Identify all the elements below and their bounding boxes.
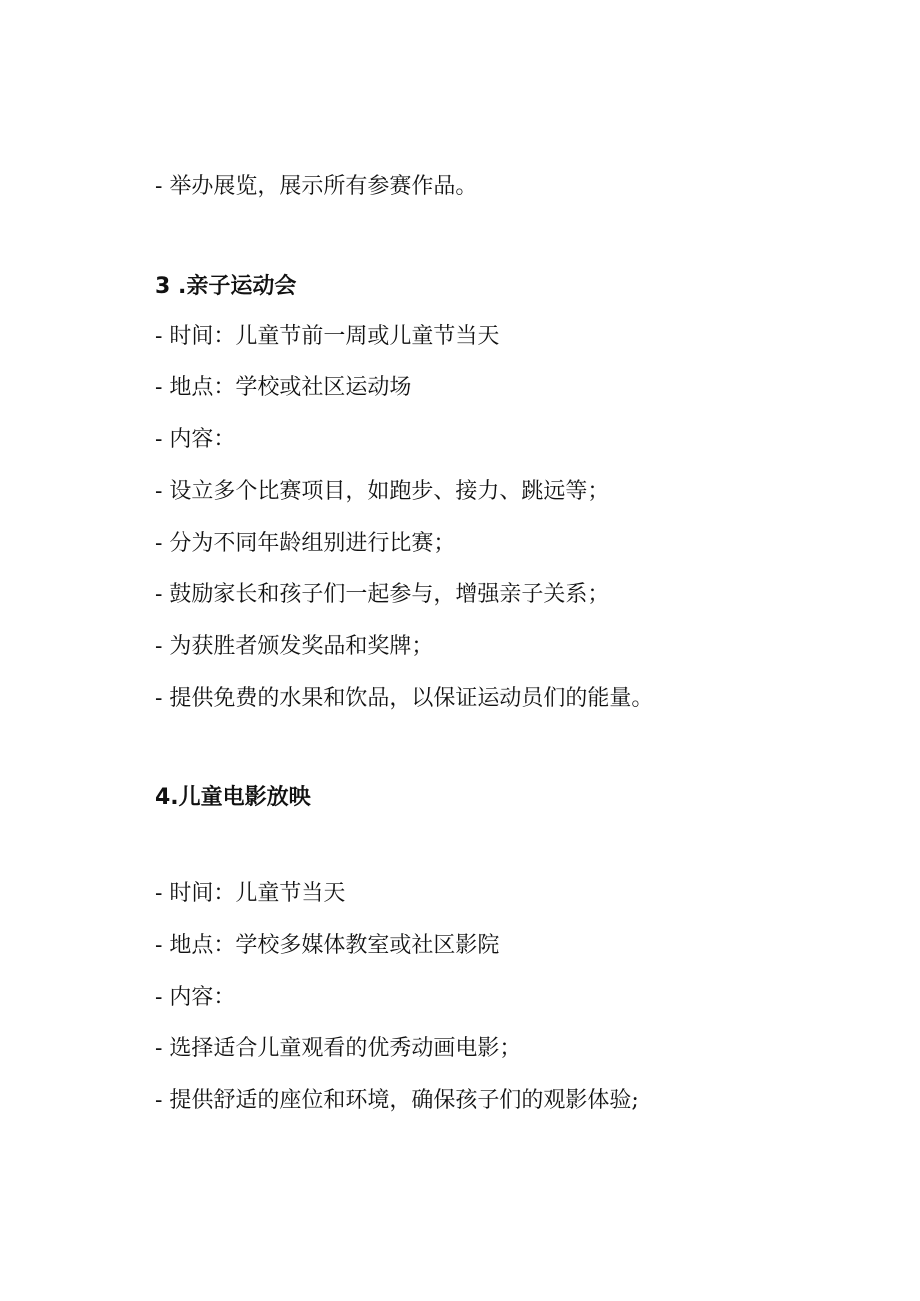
section-4-item-seating: - 提供舒适的座位和环境，确保孩子们的观影体验; (155, 1088, 639, 1113)
section-3-item-content: - 内容： (155, 427, 236, 452)
section-4-item-content: - 内容： (155, 985, 236, 1010)
section-4-item-films: - 选择适合儿童观看的优秀动画电影； (155, 1036, 522, 1061)
section-3-item-age-groups: - 分为不同年龄组别进行比赛； (155, 531, 456, 556)
section-3-item-prizes: - 为获胜者颁发奖品和奖牌； (155, 634, 434, 659)
section-3-item-events: - 设立多个比赛项目，如跑步、接力、跳远等； (155, 479, 610, 504)
section-4-item-time: - 时间：儿童节当天 (155, 881, 346, 906)
section-4-item-location: - 地点：学校多媒体教室或社区影院 (155, 933, 500, 958)
section-3-item-location: - 地点：学校或社区运动场 (155, 375, 412, 400)
section-3-item-parents: - 鼓励家长和孩子们一起参与，增强亲子关系； (155, 582, 610, 607)
section-3-item-time: - 时间：儿童节前一周或儿童节当天 (155, 324, 500, 349)
section-4-heading: 4.儿童电影放映 (155, 785, 311, 810)
section-3-heading: 3 .亲子运动会 (155, 274, 297, 299)
intro-line: - 举办展览，展示所有参赛作品。 (155, 174, 478, 199)
section-3-item-refreshments: - 提供免费的水果和饮品，以保证运动员们的能量。 (155, 686, 654, 711)
